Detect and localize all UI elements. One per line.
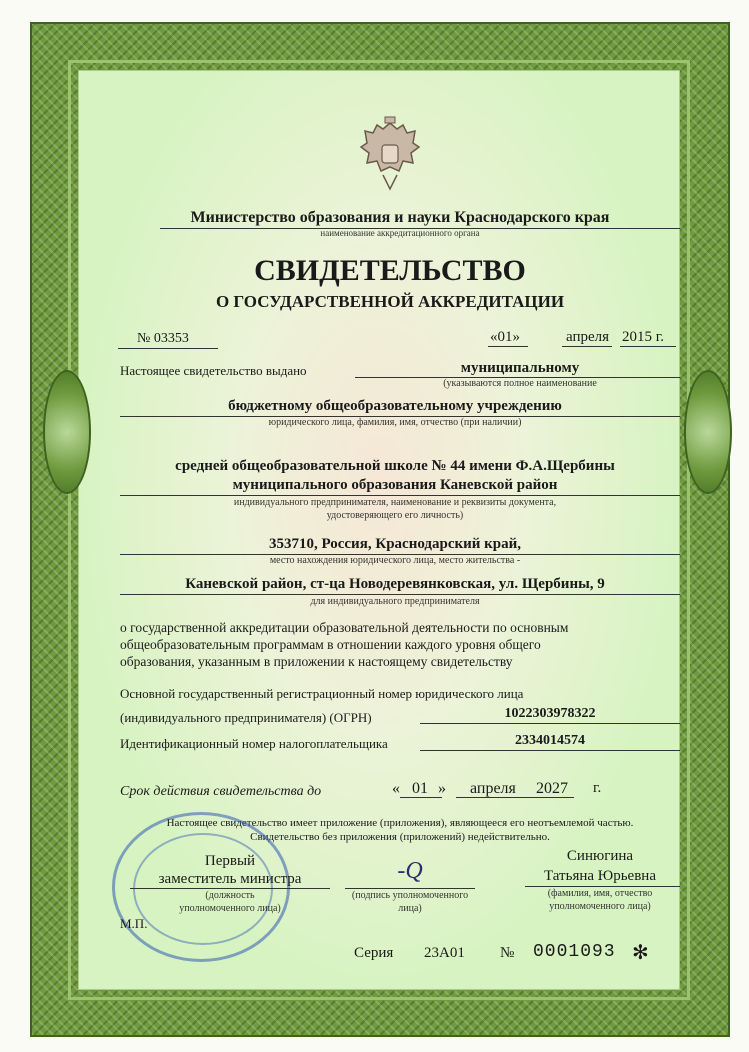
position-rule xyxy=(130,888,330,889)
signer-surname: Синюгина xyxy=(566,848,634,864)
ogrn-rule xyxy=(420,723,680,724)
address-line-1: 353710, Россия, Краснодарский край, xyxy=(268,536,522,552)
accreditation-text-line-1: о государственной аккредитации образовательной деятельности по основным xyxy=(120,620,569,635)
valid-day-close: » xyxy=(438,780,446,797)
caption-position-1: (должность xyxy=(205,890,255,901)
ogrn-value: 1022303978322 xyxy=(504,706,596,721)
caption-fio-1: (фамилия, имя, отчество xyxy=(547,888,653,899)
signer-rule xyxy=(525,886,680,887)
position-line-2: заместитель министра xyxy=(158,871,302,887)
org-line-1: муниципальному xyxy=(460,360,580,376)
accreditation-text-line-2: общеобразовательным программам в отношении каждого уровня общего xyxy=(120,637,541,652)
inn-value: 2334014574 xyxy=(515,733,585,748)
asterisk-icon: ✻ xyxy=(632,942,649,964)
position-line-1: Первый xyxy=(204,853,256,869)
org-line-3: средней общеобразовательной школе № 44 имени Ф.А.Щербины xyxy=(175,458,615,474)
issue-year: 2015 г. xyxy=(622,329,664,345)
signer-name: Татьяна Юрьевна xyxy=(544,868,656,884)
appendix-note-1: Настоящее свидетельство имеет приложение (приложения), являющееся его неотъемлемой частью. xyxy=(166,817,634,829)
issue-month: апреля xyxy=(566,329,610,345)
document-title: СВИДЕТЕЛЬСТВО xyxy=(254,254,526,287)
right-ornament xyxy=(684,370,732,494)
validity-label: Срок действия свидетельства до xyxy=(120,784,322,799)
blank-number: 0001093 xyxy=(533,942,616,962)
cert-number-line xyxy=(118,348,218,349)
valid-year: 2027 xyxy=(536,780,568,797)
inn-rule xyxy=(420,750,680,751)
left-ornament xyxy=(43,370,91,494)
series-label: Серия xyxy=(354,945,394,961)
issue-day-line xyxy=(488,346,528,347)
valid-month-rule xyxy=(456,797,574,798)
caption-entrepreneur-2: удостоверяющего его личность) xyxy=(326,510,464,521)
ministry-name: Министерство образования и науки Краснодарского края xyxy=(190,209,610,226)
org-line-4: муниципального образования Каневской район xyxy=(232,477,558,493)
ogrn-label-2: (индивидуального предпринимателя) (ОГРН) xyxy=(120,710,372,725)
caption-position-2: уполномоченного лица) xyxy=(179,903,281,914)
appendix-note-2: Свидетельство без приложения (приложений) недействительно. xyxy=(250,831,550,843)
valid-day: 01 xyxy=(412,780,428,797)
certificate-number: № 03353 xyxy=(137,331,189,346)
caption-legal-entity: юридического лица, фамилия, имя, отчество (при наличии) xyxy=(268,417,522,428)
caption-entrepreneur-1: индивидуального предпринимателя, наименование и реквизиты документа, xyxy=(233,497,557,508)
valid-year-suffix: г. xyxy=(593,780,602,796)
caption-for-entrepreneur: для индивидуального предпринимателя xyxy=(310,596,480,607)
number-sign: № xyxy=(500,945,515,961)
address-line-2: Каневской район, ст-ца Новодеревянковская, ул. Щербины, 9 xyxy=(185,576,605,592)
org-line-4-rule xyxy=(120,495,680,496)
valid-day-rule xyxy=(400,797,442,798)
accreditation-text-line-3: образования, указанным в приложении к настоящему свидетельству xyxy=(120,654,513,669)
issue-year-line xyxy=(620,346,676,347)
caption-signature-1: (подпись уполномоченного xyxy=(351,890,469,901)
inn-label: Идентификационный номер налогоплательщика xyxy=(120,736,388,751)
ministry-caption: наименование аккредитационного органа xyxy=(320,228,480,238)
official-stamp-inner xyxy=(133,833,273,945)
mp-label: М.П. xyxy=(120,916,148,931)
issued-to-label: Настоящее свидетельство выдано xyxy=(120,363,307,378)
caption-full-name: (указываются полное наименование xyxy=(443,378,597,389)
valid-month: апреля xyxy=(470,780,516,797)
valid-day-open: « xyxy=(392,780,400,797)
caption-address: место нахождения юридического лица, место жительства - xyxy=(269,555,521,566)
series-value: 23А01 xyxy=(424,945,465,961)
org-line-2: бюджетному общеобразовательному учреждению xyxy=(228,398,562,414)
signature-rule xyxy=(345,888,475,889)
issue-day: «01» xyxy=(490,329,520,345)
ogrn-label-1: Основной государственный регистрационный номер юридического лица xyxy=(120,686,524,701)
signature: -Q xyxy=(397,858,423,884)
caption-fio-2: уполномоченного лица) xyxy=(549,901,651,912)
issue-month-line xyxy=(562,346,612,347)
document-subtitle: О ГОСУДАРСТВЕННОЙ АККРЕДИТАЦИИ xyxy=(215,292,565,311)
address-line-2-rule xyxy=(120,594,680,595)
coat-of-arms-icon xyxy=(355,115,425,195)
caption-signature-2: лица) xyxy=(398,903,422,914)
